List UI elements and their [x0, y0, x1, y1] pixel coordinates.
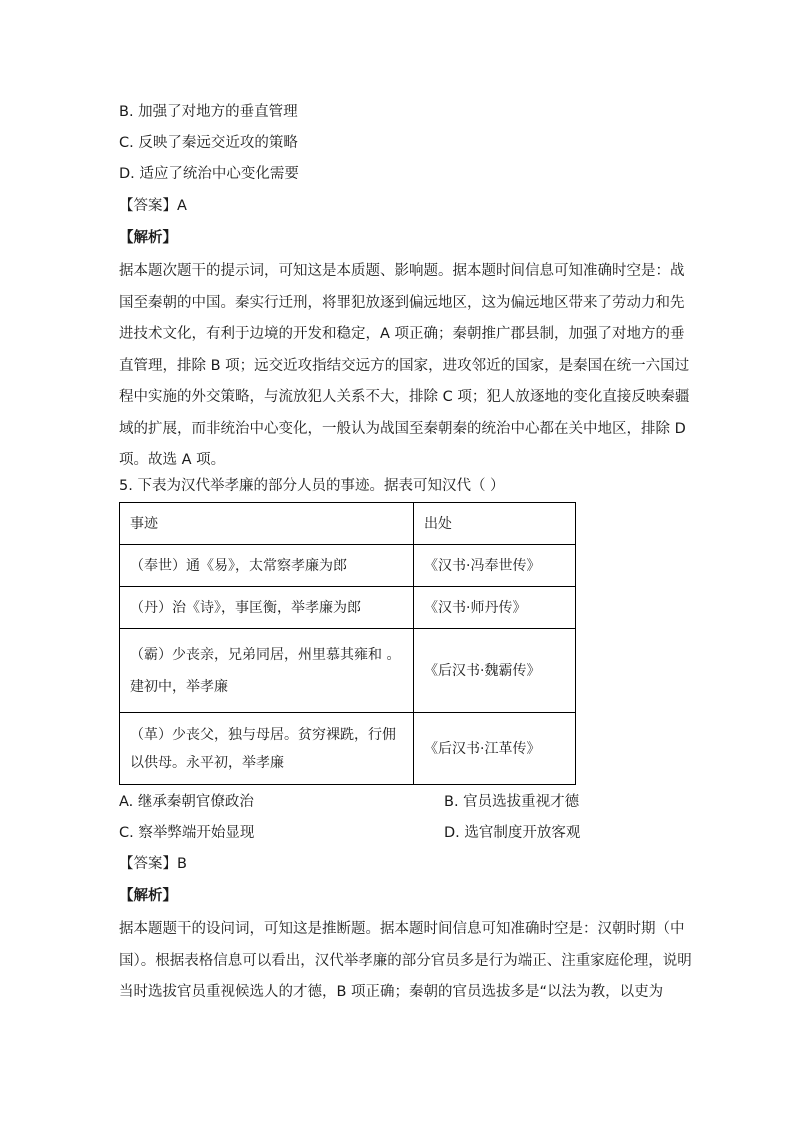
- table-cell-deed: （丹）治《诗》，事匡衡，举孝廉为郎: [120, 587, 414, 629]
- table-header-row: [120, 503, 576, 545]
- q4-analysis-line: 项。故选 A 项。: [119, 452, 226, 468]
- q5-answer: 【答案】B: [119, 856, 187, 872]
- q5-option-a: A. 继承秦朝官僚政治: [119, 794, 254, 810]
- q5-stem: 5. 下表为汉代举孝廉的部分人员的事迹。据表可知汉代（ ）: [119, 478, 505, 494]
- q5-analysis-line: 据本题题干的设问词，可知这是推断题。据本题时间信息可知准确时空是：汉朝时期（中: [119, 921, 685, 937]
- q5-analysis-line: 当时选拔官员重视候选人的才德，B 项正确；秦朝的官员选拔多是“以法为教，以吏为: [119, 984, 664, 1000]
- table-row: [120, 587, 576, 629]
- q4-answer: 【答案】A: [119, 198, 187, 214]
- table-cell-deed: （霸）少丧亲，兄弟同居，州里慕其雍和 。 建初中，举孝廉: [120, 629, 414, 713]
- q4-option-b: B. 加强了对地方的垂直管理: [119, 104, 298, 120]
- q4-analysis-line: 域的扩展，而非统治中心变化，一般认为战国至秦朝秦的统治中心都在关中地区，排除 D: [119, 420, 686, 437]
- q4-option-d: D. 适应了统治中心变化需要: [119, 166, 299, 182]
- q4-option-c: C. 反映了秦远交近攻的策略: [119, 135, 298, 151]
- q4-analysis-text: [119, 256, 690, 477]
- table-cell-source: 《汉书·师丹传》: [414, 587, 576, 629]
- table-header-source: 出处: [414, 503, 576, 545]
- table-cell-source: 《后汉书·魏霸传》: [414, 629, 576, 713]
- q5-option-b: B. 官员选拔重视才德: [444, 794, 580, 810]
- table-cell-deed: （革）少丧父，独与母居。贫穷裸跣，行佣 以供母。永平初，举孝廉: [120, 713, 414, 785]
- table-row: [120, 713, 576, 785]
- q5-analysis-label: 【解析】: [119, 888, 177, 904]
- q5-option-d: D. 选官制度开放客观: [444, 825, 581, 841]
- q4-analysis-line: 据本题次题干的提示词，可知这是本质题、影响题。据本题时间信息可知准确时空是：战: [119, 263, 685, 279]
- table-row: [120, 545, 576, 587]
- table-cell-deed: （奉世）通《易》，太常察孝廉为郎: [120, 545, 414, 587]
- q5-analysis-line: 国）。根据表格信息可以看出，汉代举孝廉的部分官员多是行为端正、注重家庭伦理，说明: [119, 952, 692, 969]
- q4-analysis-line: 程中实施的外交策略，与流放犯人关系不大，排除 C 项；犯人放逐地的变化直接反映秦疆: [119, 389, 690, 405]
- q4-analysis-line: 进技术文化，有利于边境的开发和稳定，A 项正确；秦朝推广郡县制，加强了对地方的垂: [119, 326, 685, 342]
- q5-analysis-text: [119, 914, 692, 1009]
- q4-analysis-line: 直管理，排除 B 项；远交近攻指结交远方的国家，进攻邻近的国家，是秦国在统一六国过: [119, 357, 690, 374]
- table-row: [120, 629, 576, 713]
- table-cell-source: 《汉书·冯奉世传》: [414, 545, 576, 587]
- q5-table: [119, 502, 576, 785]
- q5-option-c: C. 察举弊端开始显现: [119, 825, 255, 841]
- q4-analysis-line: 国至秦朝的中国。秦实行迁刑，将罪犯放逐到偏远地区，这为偏远地区带来了劳动力和先: [119, 294, 685, 311]
- table-header-deed: 事迹: [120, 503, 414, 545]
- q4-analysis-label: 【解析】: [119, 230, 177, 246]
- table-cell-source: 《后汉书·江革传》: [414, 713, 576, 785]
